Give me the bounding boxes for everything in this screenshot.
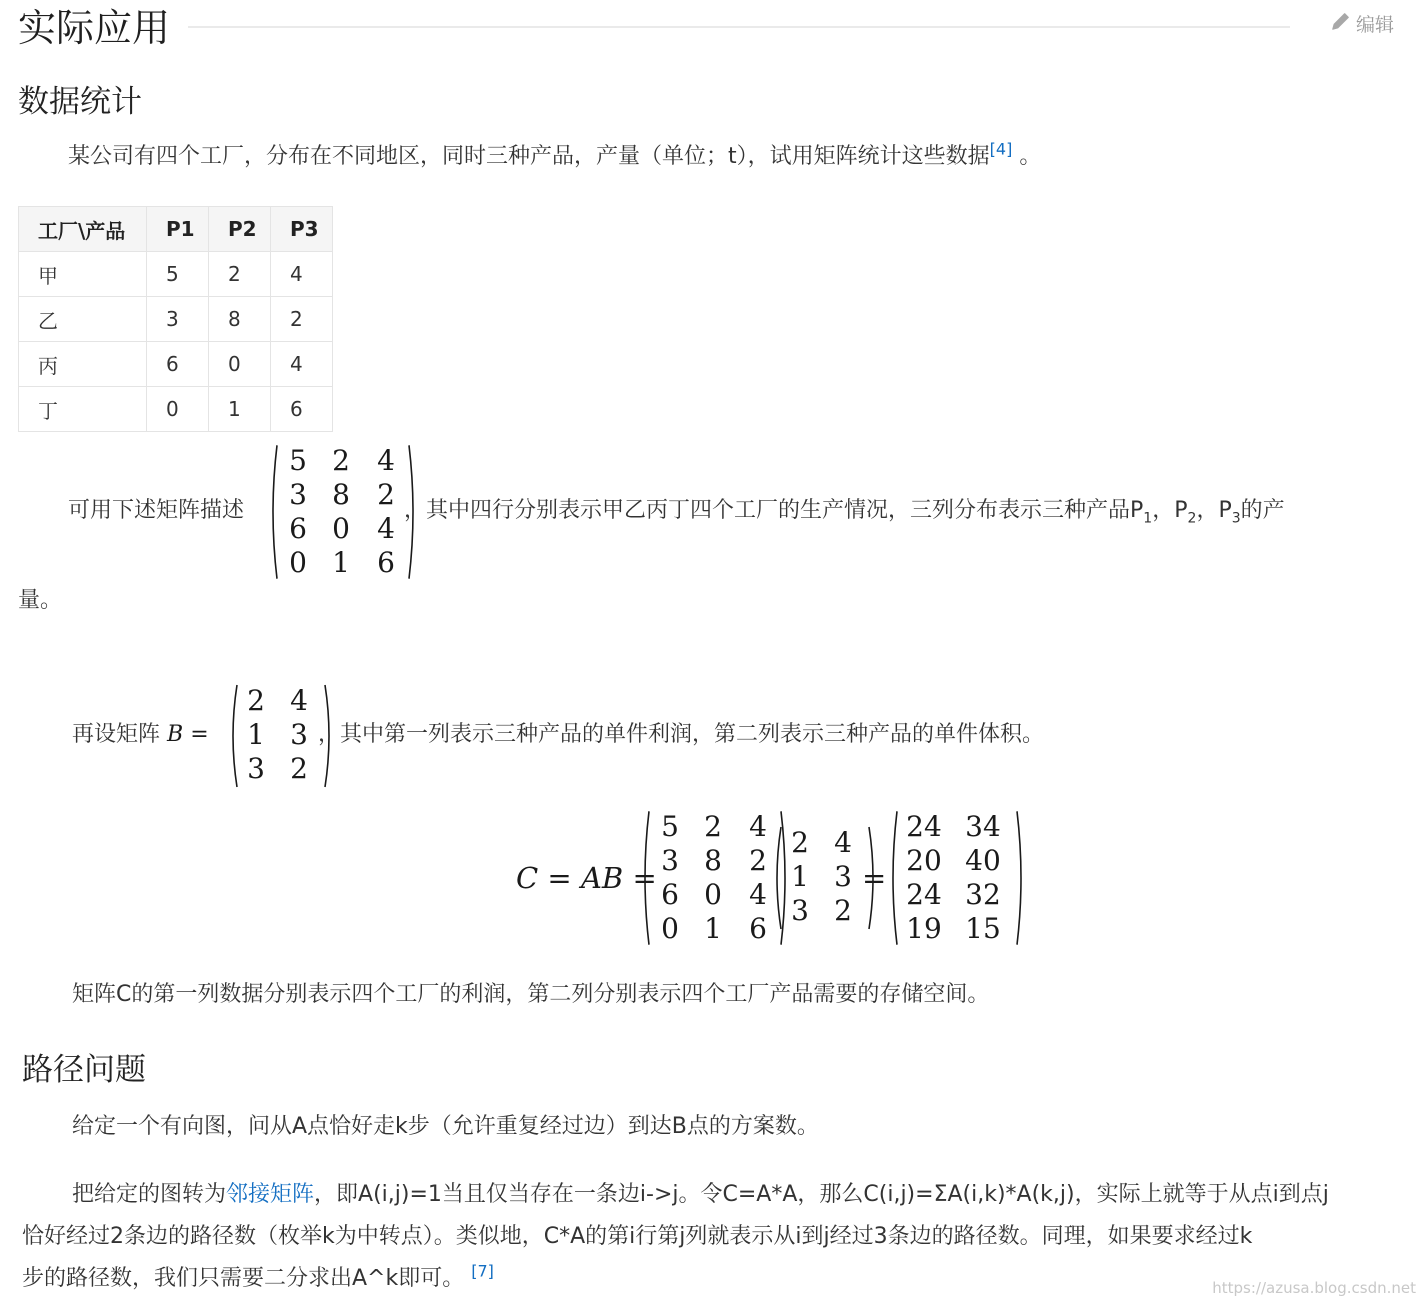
p-letter: P	[1174, 498, 1188, 523]
subscript: 1	[1143, 510, 1153, 527]
table-row	[19, 387, 333, 432]
matrix-cell: 2	[749, 844, 767, 877]
product-p2	[1174, 498, 1197, 527]
path-text: ，即A(i,j)=1当且仅当存在一条边i->j。令C=A*A，那么C(i,j)=ΣA(i,k)*A(k,j)，实际上就等于从点i到点j	[314, 1182, 1329, 1207]
path-paragraph-3: 恰好经过2条边的路径数（枚举k为中转点）。类似地，C*A的第i行第j列就表示从i到j经过3条边的路径数。同理，如果要求经过k	[22, 1224, 1253, 1249]
matrix-cell: 4	[290, 684, 308, 717]
matrix-c-conclusion: 矩阵C的第一列数据分别表示四个工厂的利润，第二列分别表示四个工厂产品需要的存储空间。	[72, 982, 990, 1007]
table-row	[19, 252, 333, 297]
watermark: https://azusa.blog.csdn.net	[1212, 1279, 1416, 1297]
matrix-a-desc-end: 的产	[1240, 498, 1285, 523]
product-p3	[1218, 498, 1241, 527]
table-cell: 0	[147, 387, 209, 432]
pencil-icon	[1330, 10, 1352, 40]
matrix-cell: 3	[834, 860, 852, 893]
table-header-row	[19, 207, 333, 252]
table-cell: 8	[209, 297, 271, 342]
table-cell: 6	[271, 387, 333, 432]
edit-label: 编辑	[1356, 14, 1395, 36]
left-paren	[640, 810, 650, 946]
table-cell: 3	[147, 297, 209, 342]
table-cell: 2	[271, 297, 333, 342]
matrix-a-desc: ，其中四行分别表示甲乙丙丁四个工厂的生产情况，三列分布表示三种产品	[404, 498, 1131, 523]
product-matrix-a	[640, 810, 790, 946]
matrix-cell: 5	[661, 810, 679, 843]
table-header: P3	[271, 207, 333, 252]
matrix-cell: 4	[749, 810, 767, 843]
matrix-cell: 2	[247, 684, 265, 717]
right-paren	[1016, 810, 1026, 946]
matrix-cell: 4	[377, 512, 395, 545]
subscript: 3	[1231, 510, 1241, 527]
symbol-ab: AB	[580, 861, 624, 895]
left-paren	[268, 444, 278, 580]
matrix-cell: 2	[834, 894, 852, 927]
matrix-cell: 2	[791, 826, 809, 859]
path-heading: 路径问题	[22, 1052, 146, 1088]
matrix-cell: 2	[290, 752, 308, 785]
matrix-cell: 3	[289, 478, 307, 511]
matrix-cell: 2	[332, 444, 350, 477]
table-header: 工厂\产品	[19, 207, 147, 252]
comma: ，	[1196, 498, 1219, 523]
matrix-cell: 6	[749, 912, 767, 945]
product-p1	[1130, 498, 1153, 527]
matrix-c	[888, 810, 1026, 946]
matrix-a-prefix: 可用下述矩阵描述	[68, 498, 245, 523]
matrix-cell: 1	[247, 718, 265, 751]
table-cell: 甲	[19, 252, 147, 297]
matrix-cell: 15	[965, 912, 1001, 945]
matrix-cell: 3	[290, 718, 308, 751]
edit-button[interactable]	[1330, 10, 1394, 40]
path-text: 把给定的图转为	[72, 1182, 227, 1207]
matrix-cell: 4	[749, 878, 767, 911]
matrix-cell: 20	[906, 844, 942, 877]
matrix-cell: 0	[704, 878, 722, 911]
section-divider	[188, 26, 1290, 28]
table-header: P2	[209, 207, 271, 252]
stats-heading: 数据统计	[18, 84, 142, 120]
matrix-cell: 3	[661, 844, 679, 877]
matrix-cell: 6	[661, 878, 679, 911]
left-paren	[228, 684, 238, 788]
matrix-cell: 2	[704, 810, 722, 843]
matrix-cell: 2	[377, 478, 395, 511]
symbol-b: B	[167, 722, 184, 747]
matrix-cell: 40	[965, 844, 1001, 877]
matrix-cell: 8	[704, 844, 722, 877]
matrix-cell: 32	[965, 878, 1001, 911]
matrix-cell: 6	[289, 512, 307, 545]
table-cell: 丙	[19, 342, 147, 387]
matrix-a	[268, 444, 418, 580]
table-row	[19, 297, 333, 342]
product-equals: =	[862, 861, 887, 895]
subscript: 2	[1187, 510, 1197, 527]
matrix-cell: 3	[791, 894, 809, 927]
table-cell: 4	[271, 252, 333, 297]
matrix-cell: 24	[906, 878, 942, 911]
left-paren	[888, 810, 898, 946]
matrix-cell: 34	[965, 810, 1001, 843]
path-paragraph-1: 给定一个有向图，问从A点恰好走k步（允许重复经过边）到达B点的方案数。	[72, 1114, 819, 1139]
table-cell: 5	[147, 252, 209, 297]
matrix-cell: 24	[906, 810, 942, 843]
matrix-b-label: 再设矩阵	[72, 722, 161, 747]
matrix-cell: 3	[247, 752, 265, 785]
matrix-cell: 4	[834, 826, 852, 859]
table-cell: 0	[209, 342, 271, 387]
stats-intro-end: 。	[1019, 144, 1042, 169]
matrix-cell: 8	[332, 478, 350, 511]
matrix-a-continuation: 量。	[18, 588, 63, 613]
matrix-b-symbol	[167, 722, 209, 747]
matrix-cell: 4	[377, 444, 395, 477]
equals: =	[632, 861, 657, 895]
matrix-a-suffix	[404, 496, 1285, 533]
table-row	[19, 342, 333, 387]
adjacency-matrix-link[interactable]: 邻接矩阵	[226, 1182, 315, 1207]
citation-4[interactable]: [4]	[989, 139, 1013, 159]
table-cell: 乙	[19, 297, 147, 342]
matrix-b-prefix	[72, 720, 209, 750]
stats-intro	[68, 139, 1042, 172]
table-cell: 2	[209, 252, 271, 297]
citation-7[interactable]: [7]	[471, 1261, 494, 1281]
equals: =	[547, 861, 572, 895]
matrix-cell: 1	[704, 912, 722, 945]
p-letter: P	[1218, 498, 1232, 523]
matrix-cell: 0	[332, 512, 350, 545]
matrix-cell: 5	[289, 444, 307, 477]
left-paren	[772, 826, 782, 930]
matrix-cell: 1	[791, 860, 809, 893]
equals: =	[190, 722, 209, 747]
matrix-cell: 6	[377, 546, 395, 579]
matrix-cell: 0	[661, 912, 679, 945]
matrix-cell: 0	[289, 546, 307, 579]
path-paragraph-2	[72, 1180, 1329, 1210]
section-title: 实际应用	[18, 6, 171, 50]
path-paragraph-4	[22, 1261, 494, 1294]
product-lhs	[516, 860, 657, 896]
table-cell: 4	[271, 342, 333, 387]
p-letter: P	[1130, 498, 1144, 523]
stats-intro-text: 某公司有四个工厂，分布在不同地区，同时三种产品，产量（单位；t），试用矩阵统计这些数据	[68, 144, 990, 169]
factory-table	[18, 206, 333, 432]
table-cell: 6	[147, 342, 209, 387]
table-cell: 1	[209, 387, 271, 432]
path-text: 步的路径数，我们只需要二分求出A^k即可。	[22, 1266, 465, 1291]
comma: ，	[1152, 498, 1175, 523]
matrix-cell: 1	[332, 546, 350, 579]
symbol-c: C	[516, 861, 539, 895]
matrix-b-suffix: ，其中第一列表示三种产品的单件利润，第二列表示三种产品的单件体积。	[318, 722, 1045, 747]
matrix-cell: 19	[906, 912, 942, 945]
table-cell: 丁	[19, 387, 147, 432]
table-header: P1	[147, 207, 209, 252]
